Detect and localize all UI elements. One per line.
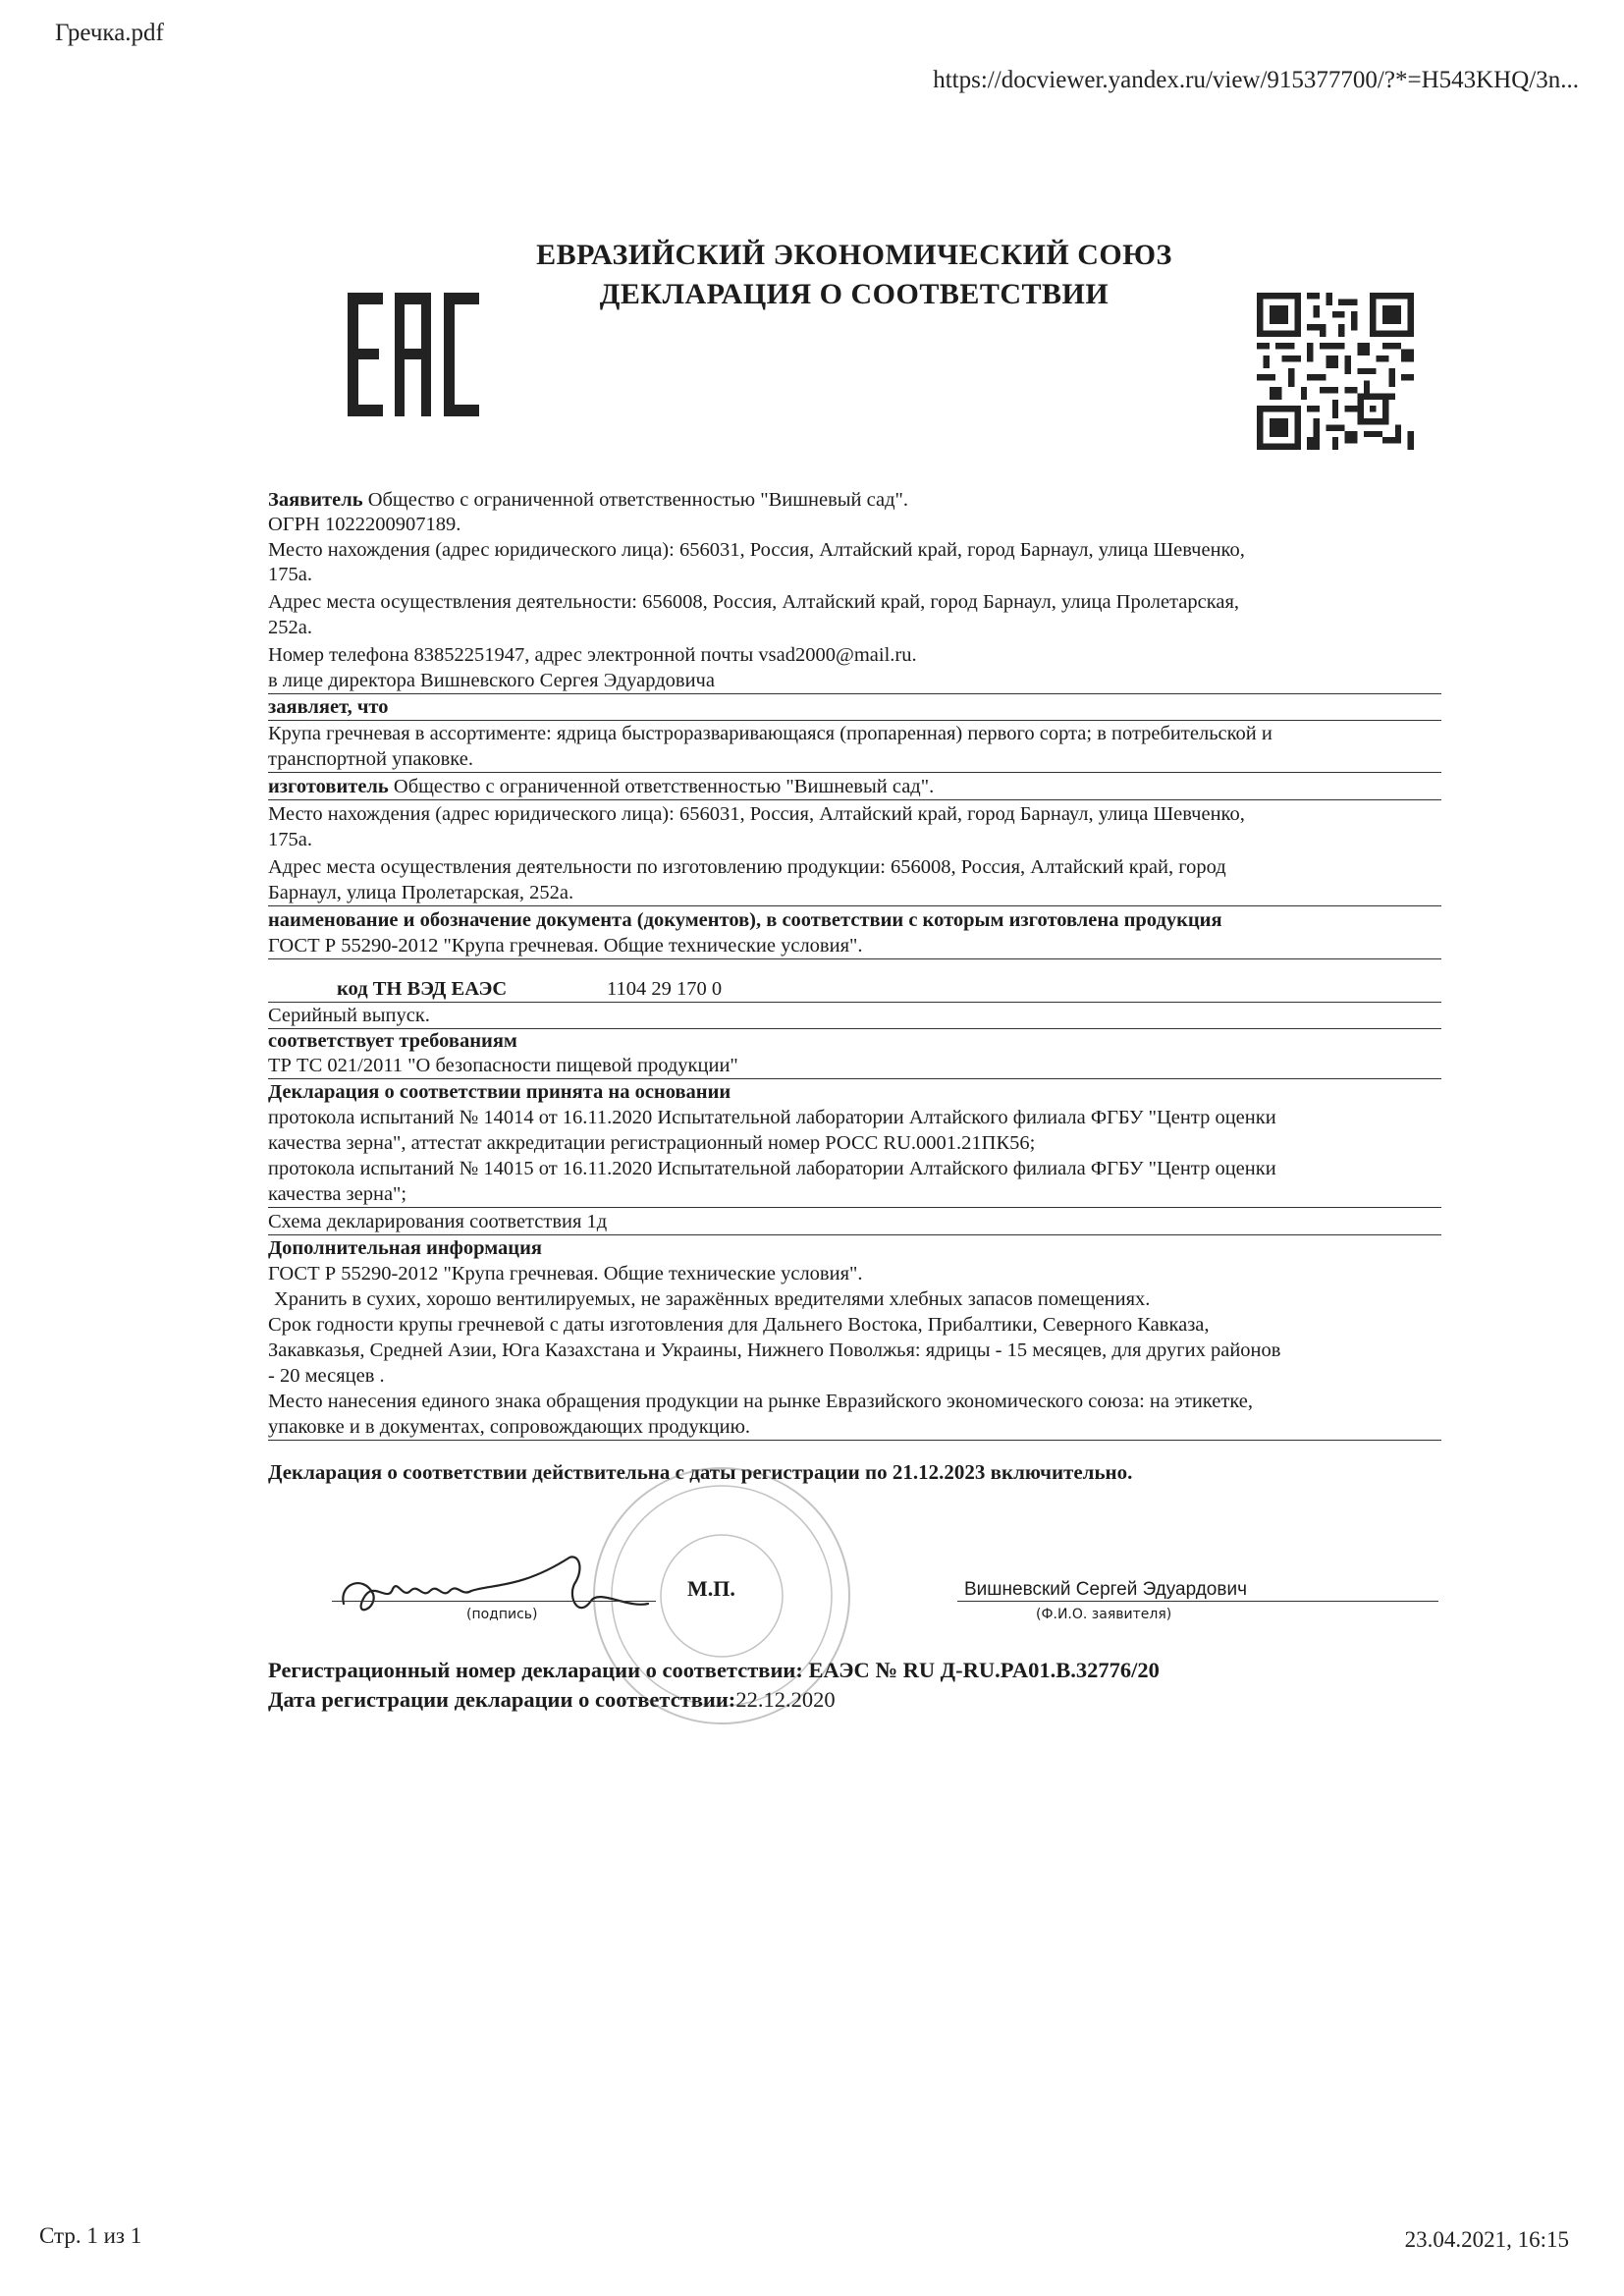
declaration-title: ДЕКЛАРАЦИЯ О СООТВЕТСТВИИ [599,278,1110,310]
additional-label: Дополнительная информация [268,1237,542,1259]
validity-statement: Декларация о соответствии действительна с даты регистрации по 21.12.2023 включительно. [268,1460,1133,1484]
tn-ved-value: 1104 29 170 0 [607,978,723,1000]
manufacturer-production-address-2: Барнаул, улица Пролетарская, 252а. [268,881,1441,906]
applicant-representative: в лице директора Вишневского Сергея Эдуардовича [268,669,1441,694]
basis-line-1: протокола испытаний № 14014 от 16.11.2020 Испытательной лаборатории Алтайского филиала ФГБУ "Центр оценки [268,1107,1276,1128]
stamp-label: М.П. [687,1576,735,1601]
signature-scribble [334,1550,658,1643]
manufacturer-production-address-1: Адрес места осуществления деятельности по изготовлению продукции: 656008, Россия, Алтайский край, город [268,856,1226,878]
applicant-legal-address-1: Место нахождения (адрес юридического лица): 656031, Россия, Алтайский край, город Барнаул, улица Шевченко, [268,539,1245,561]
basis-line-4: качества зерна"; [268,1182,1441,1208]
additional-line-6: Место нанесения единого знака обращения продукции на рынке Евразийского экономического союза: на этикетке, [268,1391,1254,1412]
manufacturer-legal-address-2: 175а. [268,829,312,850]
basis-label: Декларация о соответствии принята на основании [268,1081,731,1103]
registration-number-row [268,1658,1160,1683]
additional-line-1: ГОСТ Р 55290-2012 "Крупа гречневая. Общие технические условия". [268,1263,863,1285]
signer-name: Вишневский Сергей Эдуардович [964,1579,1247,1600]
registration-date-label: Дата регистрации декларации о соответствии: [268,1687,736,1712]
page-indicator: Стр. 1 из 1 [39,2223,142,2248]
documents-value: ГОСТ Р 55290-2012 "Крупа гречневая. Общие технические условия". [268,934,1441,959]
requirements-label: соответствует требованиям [268,1030,517,1052]
tn-ved-label: код ТН ВЭД ЕАЭС [337,978,508,1000]
additional-line-3: Срок годности крупы гречневой с даты изготовления для Дальнего Востока, Прибалтики, Северного Кавказа, [268,1314,1210,1336]
scheme: Схема декларирования соответствия 1д [268,1210,1441,1235]
signature-caption: (подпись) [466,1607,538,1622]
registration-date-row [268,1687,836,1713]
fio-line [957,1601,1438,1602]
product-line-1: Крупа гречневая в ассортименте: ядрица быстроразваривающаяся (пропаренная) первого сорта; в потребительской и [268,723,1272,744]
additional-line-7: упаковке и в документах, сопровождающих продукцию. [268,1415,1441,1441]
registration-date-value: 22.12.2020 [735,1687,836,1712]
applicant-contacts: Номер телефона 83852251947, адрес электронной почты vsad2000@mail.ru. [268,644,917,666]
signature-line [332,1601,656,1602]
additional-line-2: Хранить в сухих, хорошо вентилируемых, не заражённых вредителями хлебных запасов помещениях. [274,1288,1151,1310]
manufacturer-row [268,775,1441,800]
additional-line-5: - 20 месяцев . [268,1365,385,1387]
registration-number-value: ЕАЭС № RU Д-RU.PA01.B.32776/20 [808,1658,1160,1682]
declares-label: заявляет, что [268,695,1441,721]
union-title: ЕВРАЗИЙСКИЙ ЭКОНОМИЧЕСКИЙ СОЮЗ [536,239,1172,271]
applicant-label: Заявитель [268,489,363,511]
applicant-activity-address-2: 252а. [268,617,312,638]
print-datetime: 23.04.2021, 16:15 [1404,2227,1569,2252]
basis-line-3: протокола испытаний № 14015 от 16.11.2020 Испытательной лаборатории Алтайского филиала ФГБУ "Центр оценки [268,1158,1276,1179]
applicant-ogrn: ОГРН 1022200907189. [268,514,461,535]
applicant-row [268,488,1441,513]
product-line-2: транспортной упаковке. [268,747,1441,773]
applicant-name: Общество с ограниченной ответственностью "Вишневый сад". [367,489,909,511]
eac-logo [348,293,480,421]
registration-number-label: Регистрационный номер декларации о соответствии: [268,1658,803,1682]
tn-ved-row [268,977,1441,1003]
applicant-legal-address-2: 175а. [268,564,312,585]
requirements-value: ТР ТС 021/2011 "О безопасности пищевой продукции" [268,1054,1441,1079]
documents-label: наименование и обозначение документа (документов), в соответствии с которым изготовлена продукция [268,909,1222,931]
manufacturer-label: изготовитель [268,776,389,797]
qr-code [1257,293,1414,455]
additional-line-4: Закавказья, Средней Азии, Юга Казахстана и Украины, Нижнего Поволжья: ядрицы - 15 месяцев, для других районов [268,1339,1281,1361]
file-name: Гречка.pdf [55,20,164,46]
page-url[interactable]: https://docviewer.yandex.ru/view/915377700/?*=H543KHQ/3n... [933,67,1579,93]
fio-caption: (Ф.И.О. заявителя) [1036,1607,1172,1622]
applicant-activity-address-1: Адрес места осуществления деятельности: 656008, Россия, Алтайский край, город Барнаул, улица Пролетарская, [268,591,1240,613]
basis-line-2: качества зерна", аттестат аккредитации регистрационный номер РОСС RU.0001.21ПК56; [268,1132,1036,1154]
manufacturer-legal-address-1: Место нахождения (адрес юридического лица): 656031, Россия, Алтайский край, город Барнаул, улица Шевченко, [268,803,1245,825]
release-type: Серийный выпуск. [268,1004,1441,1029]
manufacturer-name: Общество с ограниченной ответственностью "Вишневый сад". [393,776,935,797]
